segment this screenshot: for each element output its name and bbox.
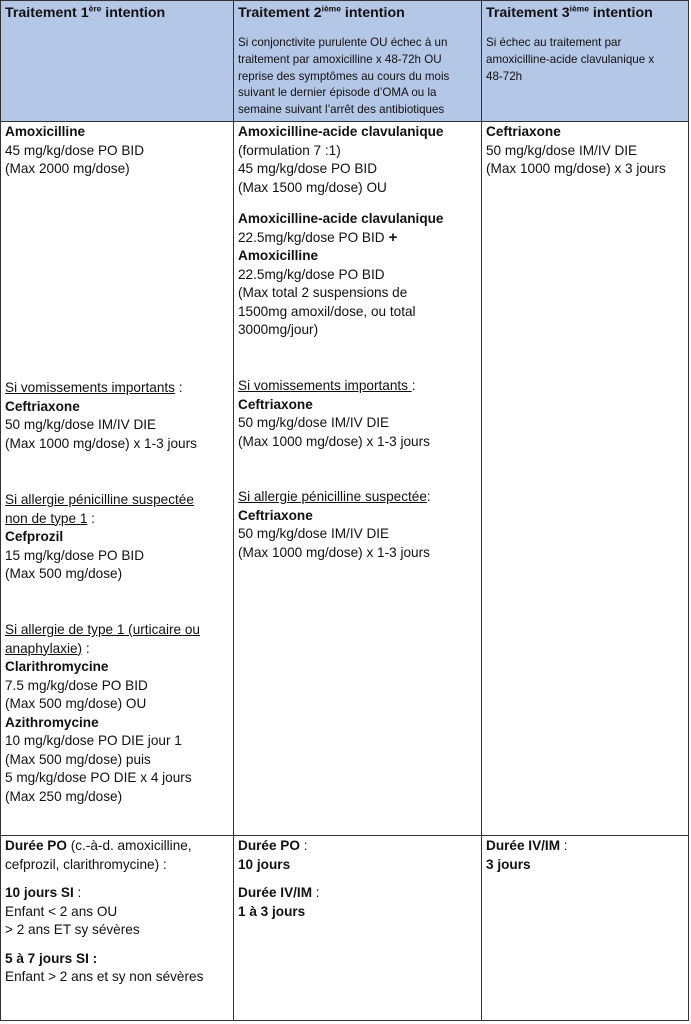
- dose-line: (Max 500 mg/dose): [5, 566, 123, 581]
- col3-drug1-block: [486, 123, 688, 179]
- col2-vomit-block: [238, 377, 480, 451]
- dose-line: 50 mg/kg/dose IM/IV DIE: [238, 415, 390, 430]
- header-col1-sup: ère: [88, 3, 102, 14]
- col2-drug2-block: [238, 210, 480, 340]
- note-line: reprise des symptômes au cours du mois: [238, 69, 450, 83]
- header-col3-rest: intention: [588, 5, 653, 21]
- duration-group-title: 10 jours SI: [5, 885, 74, 900]
- dose-line: 15 mg/kg/dose PO BID: [5, 547, 145, 563]
- duration-line: cefprozil, clarithromycine) :: [5, 856, 167, 872]
- dose-line: (Max 2000 mg/dose): [5, 161, 130, 176]
- dose-line: 1500mg amoxil/dose, ou total: [238, 303, 416, 319]
- duration-value: 1 à 3 jours: [238, 903, 306, 919]
- header-col3-text: Traitement 3: [486, 5, 570, 21]
- dose-line: (Max 1000 mg/dose) x 1-3 jours: [238, 544, 430, 560]
- dose-line: (Max 1000 mg/dose) x 1-3 jours: [238, 433, 430, 449]
- drug-name: Ceftriaxone: [5, 398, 80, 414]
- drug-name: Amoxicilline: [238, 248, 319, 263]
- dose-line: (Max 500 mg/dose) puis: [5, 751, 151, 767]
- note-line: traitement par amoxicilline x 48-72h OU: [238, 52, 442, 66]
- duration-value: 3 jours: [486, 856, 531, 872]
- dose-line: (Max total 2 suspensions de: [238, 285, 408, 300]
- col2-allergy-block: [238, 488, 480, 562]
- dose-line: 10 mg/kg/dose PO DIE jour 1: [5, 733, 182, 748]
- dose-line: (Max 1000 mg/dose) x 3 jours: [486, 161, 666, 176]
- duration-group-suffix: :: [73, 885, 82, 900]
- plus-sign: +: [388, 228, 398, 246]
- dose-line: (Max 500 mg/dose) OU: [5, 696, 147, 711]
- dose-line: 7.5 mg/kg/dose PO BID: [5, 677, 148, 693]
- dose-line: 45 mg/kg/dose PO BID: [5, 142, 145, 158]
- dose-line: 22.5mg/kg/dose PO BID: [238, 266, 385, 282]
- col1-vomit-block: [5, 379, 231, 453]
- duration-title: Durée IV/IM: [486, 838, 561, 853]
- dose-line: 50 mg/kg/dose IM/IV DIE: [486, 142, 638, 158]
- drug-name: Ceftriaxone: [238, 507, 313, 523]
- header-col2-rest: intention: [340, 5, 405, 21]
- col1-allergy1-block: [5, 491, 231, 584]
- dose-line: (Max 1500 mg/dose) OU: [238, 179, 387, 195]
- note-line: suivant le dernier épisode d’OMA ou la: [238, 86, 437, 100]
- dose-line: (Max 250 mg/dose): [5, 788, 123, 804]
- duration-title-suffix: :: [560, 838, 568, 853]
- condition-suffix: :: [174, 380, 183, 395]
- duration-line: Enfant > 2 ans et sy non sévères: [5, 969, 204, 984]
- dose-line: (formulation 7 :1): [238, 142, 341, 158]
- condition-label: Si allergie pénicilline suspectée: [5, 492, 194, 507]
- duration-title: Durée PO: [238, 838, 300, 853]
- col2-drug1-block: [238, 123, 480, 197]
- duration-title: Durée PO: [5, 838, 67, 853]
- drug-name: Ceftriaxone: [238, 396, 313, 412]
- duration-line: Enfant < 2 ans OU: [5, 903, 118, 919]
- header-col1: [5, 4, 231, 22]
- row-divider: [1, 835, 688, 836]
- note-line: semaine suivant l’arrêt des antibiotiques: [238, 103, 445, 117]
- condition-suffix: :: [426, 489, 431, 504]
- dose-line: 5 mg/kg/dose PO DIE x 4 jours: [5, 770, 192, 785]
- drug-name: Clarithromycine: [5, 659, 109, 674]
- dose-line: 50 mg/kg/dose IM/IV DIE: [238, 526, 390, 541]
- drug-name: Amoxicilline-acide clavulanique: [238, 211, 444, 226]
- duration-line: > 2 ans ET sy sévères: [5, 922, 140, 937]
- duration-title-rest: (c.-à-d. amoxicilline,: [66, 838, 192, 853]
- dose-line: 50 mg/kg/dose IM/IV DIE: [5, 417, 157, 432]
- dose-line: 45 mg/kg/dose PO BID: [238, 161, 378, 176]
- note-line: 48-72h: [486, 69, 523, 83]
- condition-label: Si allergie pénicilline suspectée: [238, 489, 427, 504]
- drug-name: Amoxicilline-acide clavulanique: [238, 124, 444, 139]
- col1-allergy2-block: [5, 621, 231, 806]
- col1-amoxicilline-block: [5, 123, 231, 179]
- header-col3-sup: ième: [569, 3, 589, 14]
- drug-name: Amoxicilline: [5, 124, 86, 139]
- header-col2: [238, 4, 480, 22]
- dose-line: 22.5mg/kg/dose PO BID: [238, 229, 385, 245]
- duration-group-title: 5 à 7 jours SI :: [5, 950, 98, 966]
- header-col2-sup: ième: [321, 3, 341, 14]
- duration-title-suffix: :: [299, 838, 308, 853]
- condition-label: Si vomissements importants: [5, 380, 175, 395]
- drug-name: Azithromycine: [5, 714, 99, 730]
- column-divider: [481, 1, 482, 1020]
- header-col2-note: [238, 35, 480, 119]
- header-col1-text: Traitement 1: [5, 5, 89, 21]
- dose-line: 3000mg/jour): [238, 322, 319, 337]
- condition-label: non de type 1: [5, 510, 88, 526]
- header-col3-note: [486, 35, 688, 85]
- drug-name: Ceftriaxone: [486, 124, 561, 139]
- dose-line: (Max 1000 mg/dose) x 1-3 jours: [5, 435, 197, 451]
- condition-suffix: :: [82, 640, 90, 656]
- note-line: amoxicilline-acide clavulanique x: [486, 52, 655, 66]
- header-col2-text: Traitement 2: [238, 5, 322, 21]
- drug-name: Cefprozil: [5, 529, 64, 544]
- column-divider: [233, 1, 234, 1020]
- header-col3: [486, 4, 688, 22]
- duration-value: 10 jours: [238, 856, 291, 872]
- header-col1-rest: intention: [101, 5, 166, 21]
- condition-label: Si vomissements importants: [238, 378, 412, 393]
- note-line: Si échec au traitement par: [486, 36, 622, 49]
- col1-duration-block: [5, 837, 231, 987]
- condition-label: anaphylaxie): [5, 640, 83, 656]
- col2-duration-block: [238, 837, 480, 921]
- condition-suffix: :: [411, 378, 416, 393]
- duration-title: Durée IV/IM: [238, 885, 313, 900]
- col3-duration-block: [486, 837, 688, 874]
- condition-suffix: :: [87, 510, 95, 526]
- duration-title-suffix: :: [312, 885, 320, 900]
- condition-label: Si allergie de type 1 (urticaire ou: [5, 622, 200, 637]
- note-line: Si conjonctivite purulente OU échec à un: [238, 36, 448, 49]
